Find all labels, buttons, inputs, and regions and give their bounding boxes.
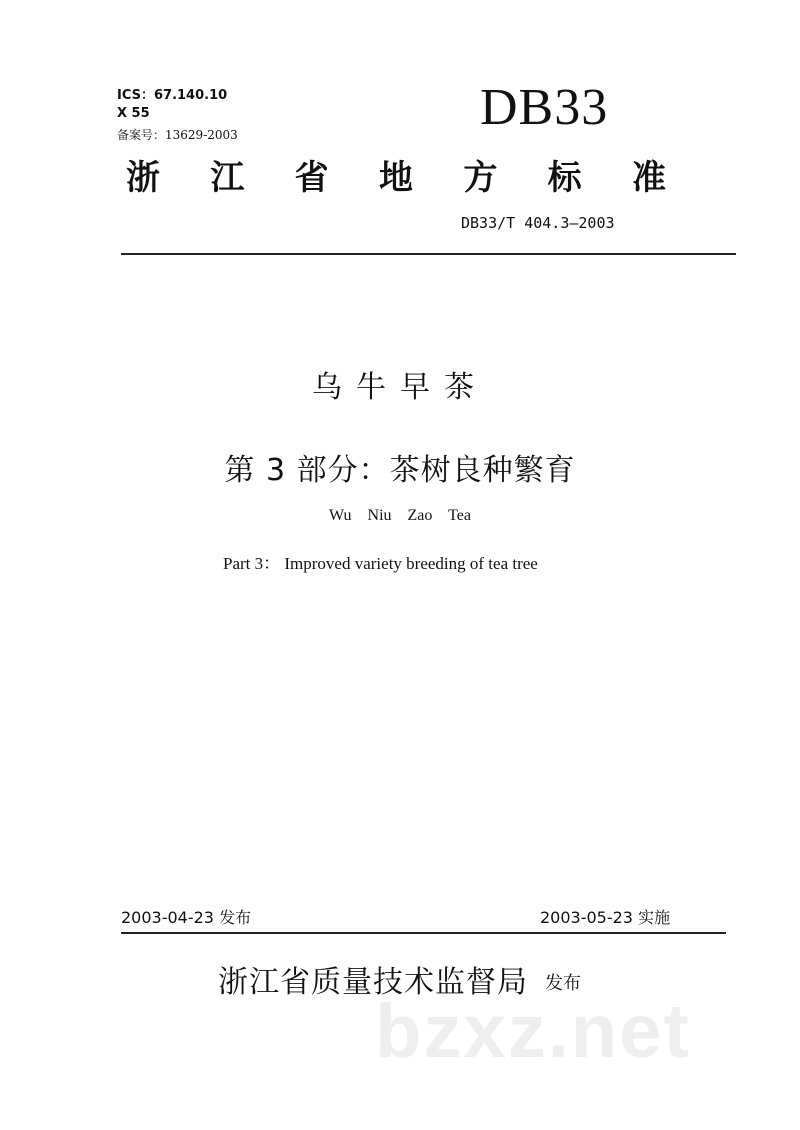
document-title: 乌牛早茶: [312, 370, 488, 405]
standard-type-char: 省: [294, 158, 329, 198]
standard-type-char: 标: [547, 158, 582, 198]
standard-type-char: 江: [210, 158, 245, 198]
document-subtitle: 第 3 部分：茶树良种繁育: [224, 453, 576, 488]
footer-divider: [121, 932, 726, 934]
english-subtitle: Part 3： Improved variety breeding of tea tree: [223, 554, 538, 573]
ics-code: ICS：67.140.10: [117, 88, 228, 103]
implementation-date: 2003-05-23 实施: [540, 908, 671, 927]
issue-label: 发布: [545, 973, 581, 994]
watermark: bzxz.net: [375, 989, 691, 1074]
standard-type-char: 方: [463, 158, 498, 198]
registration-number: 备案号：13629-2003: [117, 128, 238, 142]
classification-code: X 55: [117, 106, 150, 121]
issuing-authority: 浙江省质量技术监督局: [218, 965, 528, 1000]
english-title: Wu Niu Zao Tea: [329, 507, 471, 524]
header-divider: [121, 253, 736, 255]
standard-code: DB33: [480, 79, 609, 136]
issue-date: 2003-04-23 发布: [121, 908, 252, 927]
standard-type-title: [126, 150, 666, 199]
standard-type-char: 地: [378, 158, 413, 198]
standard-type-char: 浙: [126, 158, 160, 198]
standard-type-char: 准: [631, 158, 666, 198]
standard-number: DB33/T 404.3—2003: [461, 214, 615, 232]
